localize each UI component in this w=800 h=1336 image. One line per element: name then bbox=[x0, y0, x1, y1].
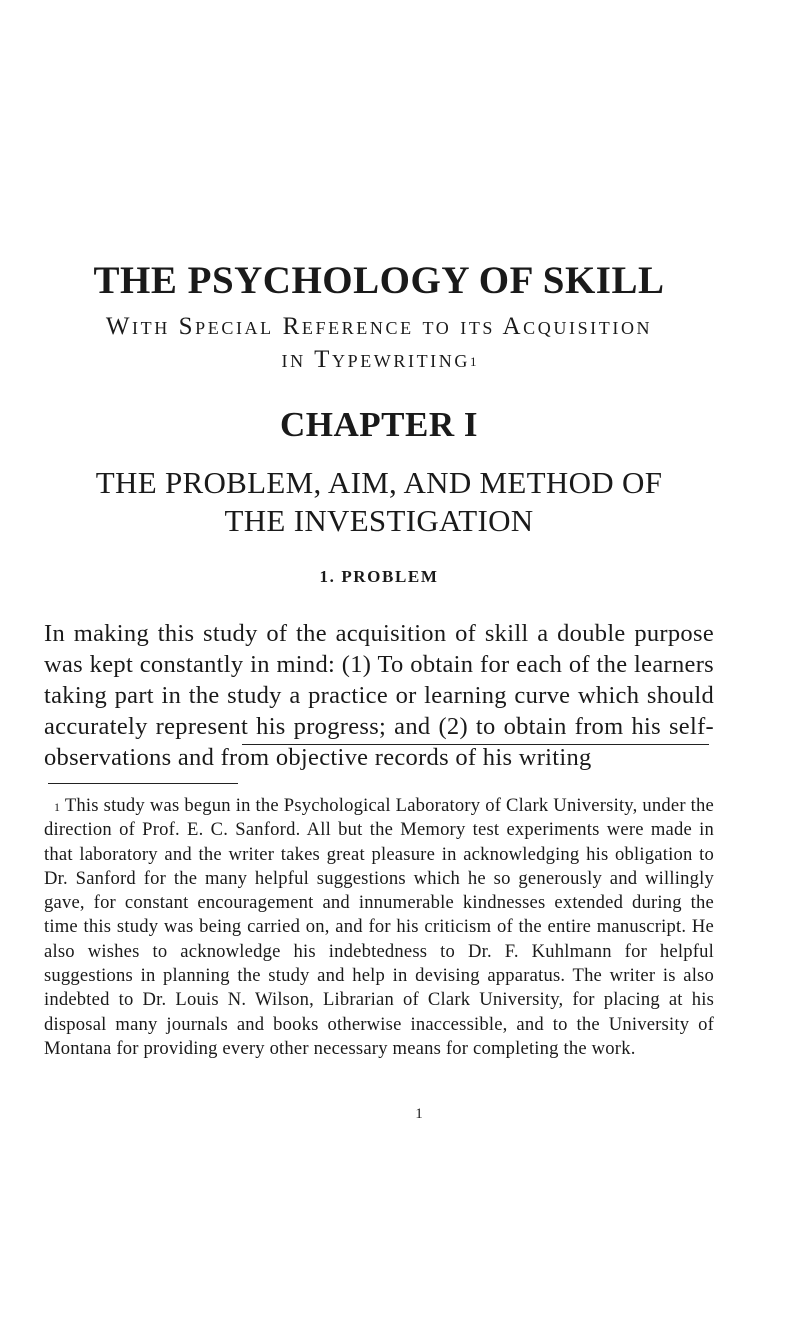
subtitle-line-2-text: in Typewriting bbox=[281, 346, 470, 373]
page-content bbox=[44, 258, 714, 1122]
page-number: 1 bbox=[415, 1106, 423, 1122]
book-title: THE PSYCHOLOGY OF SKILL bbox=[93, 259, 665, 302]
footnote-divider-extension bbox=[242, 744, 709, 745]
footnote bbox=[44, 794, 714, 1061]
footnote-text: This study was begun in the Psychological Laboratory of Clark University, under the direction of Prof. E. C. Sanford. All but the Memory test experiments were made in that laboratory and the writer takes great pleasure in acknowledging his obligation to Dr. Sanford for the many helpful suggestions which he so generously and willingly gave, for constant encouragement and innumerable kindnesses extended during the time this study was being carried on, and for his criticism of the entire manuscript. He also wishes to acknowledge his indebtedness to Dr. F. Kuhlmann for helpful suggestions in planning the study and help in devising apparatus. The writer is also indebted to Dr. Louis N. Wilson, Librarian of Clark University, for placing at his disposal many journals and books otherwise inaccessible, and to the University of Montana for providing every other necessary means for completing the work. bbox=[44, 795, 714, 1059]
subtitle-line-2 bbox=[44, 343, 714, 376]
chapter-label: CHAPTER I bbox=[280, 405, 478, 444]
footnote-reference[interactable]: 1 bbox=[469, 354, 477, 369]
subtitle-line-1: With Special Reference to its Acquisition bbox=[105, 313, 653, 340]
book-subtitle bbox=[44, 310, 714, 376]
chapter-title-line-2: THE INVESTIGATION bbox=[224, 503, 534, 538]
chapter-title bbox=[44, 464, 714, 540]
section-heading: 1. PROBLEM bbox=[319, 567, 439, 586]
footnote-mark: 1 bbox=[54, 800, 61, 814]
chapter-title-line-1: THE PROBLEM, AIM, AND METHOD OF bbox=[95, 465, 663, 500]
footnote-divider bbox=[48, 783, 238, 784]
body-paragraph: In making this study of the acquisition of skill a double purpose was kept constantly in mind: (1) To obtain for each of the learners taking part in the study a practice or learning curve which should accurately represent his progress; and (2) to obtain from his self-observations and from objective records of his writing bbox=[44, 620, 714, 771]
